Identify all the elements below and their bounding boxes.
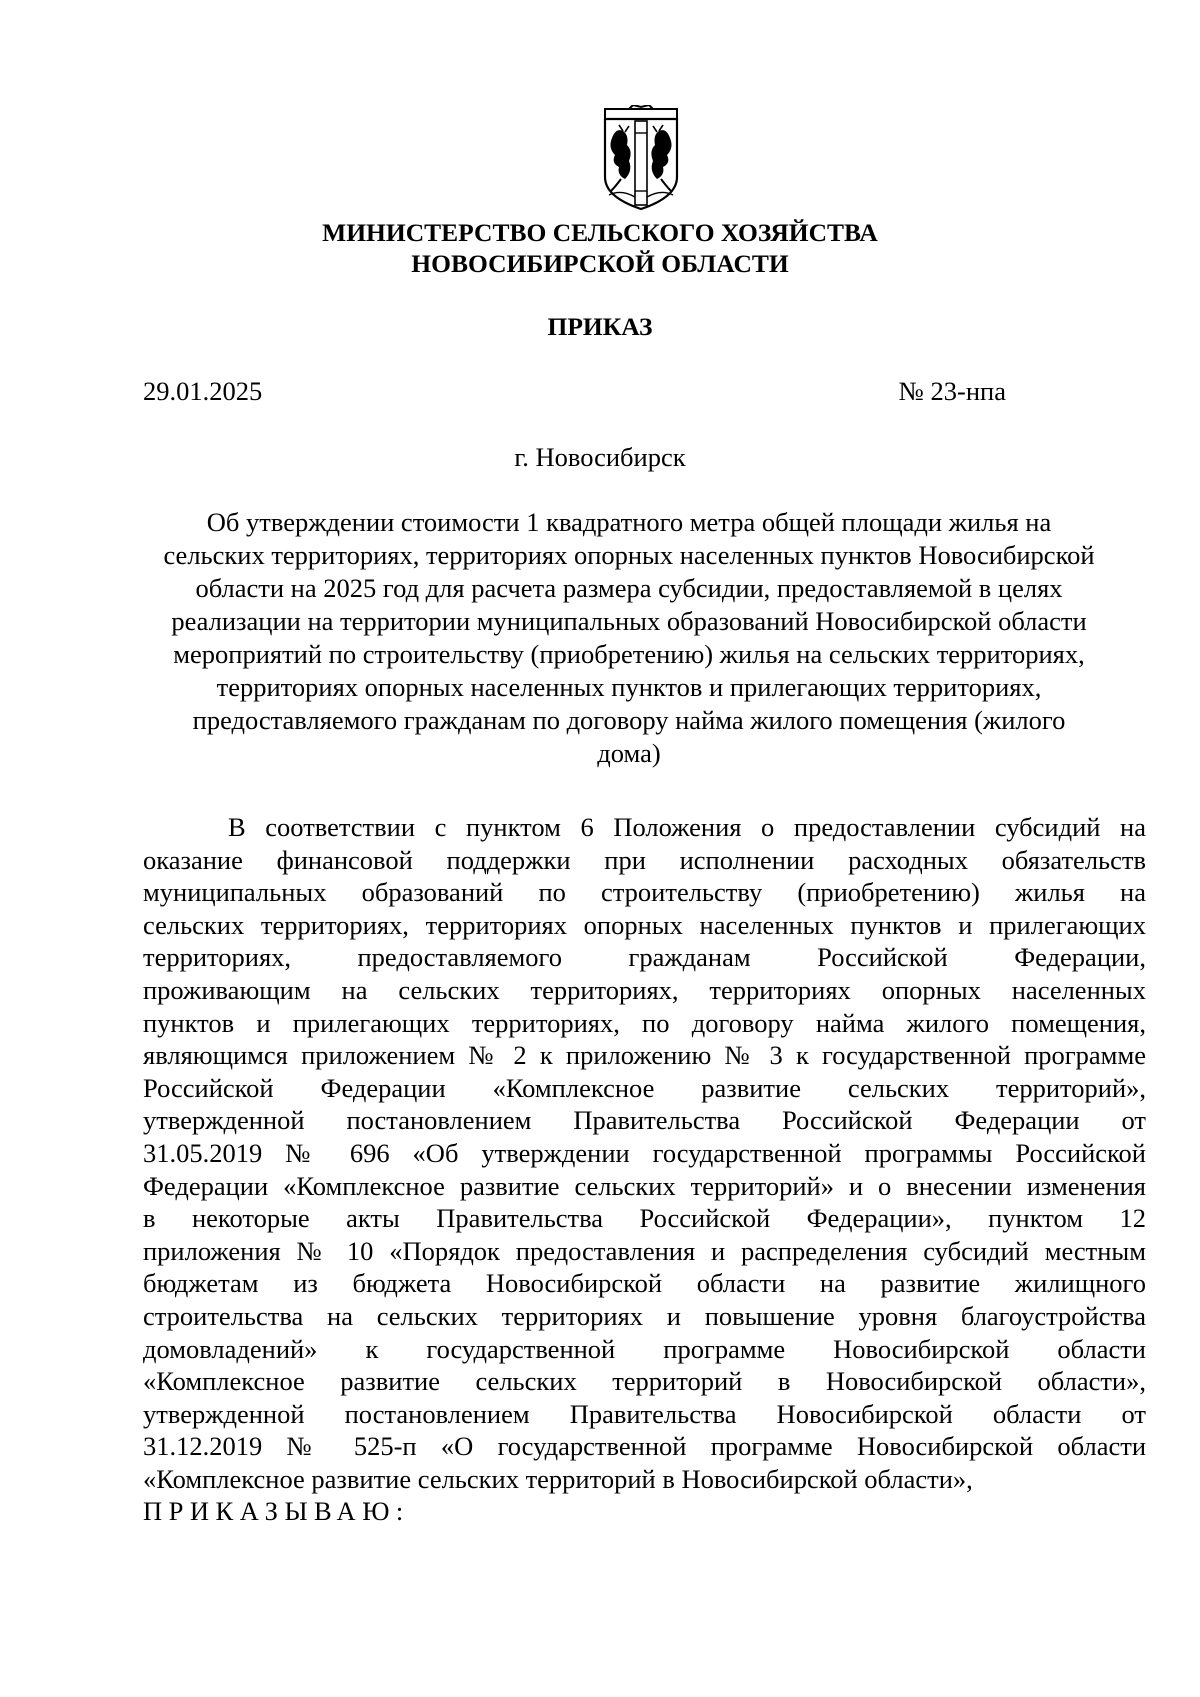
body-line: 31.12.2019 № 525-п «О государственной программе Новосибирской области	[143, 1431, 1146, 1462]
body-line: утвержденной постановлением Правительства Российской Федерации от	[143, 1105, 1146, 1136]
order-preamble	[143, 811, 1146, 1528]
subject-line: дома)	[597, 738, 661, 768]
subject-line: Об утверждении стоимости 1 квадратного метра общей площади жилья на	[206, 507, 1052, 537]
body-line: 31.05.2019 № 696 «Об утверждении государственной программы Российской	[143, 1137, 1146, 1168]
subject-line: предоставляемого гражданам по договору найма жилого помещения (жилого	[192, 705, 1066, 735]
body-line: Российской Федерации «Комплексное развитие сельских территорий»,	[143, 1072, 1146, 1103]
body-line: строительства на сельских территориях и повышение уровня благоустройства	[143, 1300, 1146, 1331]
ministry-name-line2: НОВОСИБИРСКОЙ ОБЛАСТИ	[411, 249, 789, 278]
body-line: «Комплексное развитие сельских территорий в Новосибирской области»,	[143, 1366, 1146, 1397]
body-line: домовладений» к государственной программе Новосибирской области	[143, 1333, 1146, 1364]
order-date: 29.01.2025	[143, 376, 263, 406]
ministry-name	[0, 217, 1200, 279]
body-line: приложения № 10 «Порядок предоставления и распределения субсидий местным	[143, 1235, 1146, 1266]
body-line: оказание финансовой поддержки при исполнении расходных обязательств	[143, 844, 1146, 875]
order-city: г. Новосибирск	[514, 442, 686, 472]
body-line: муниципальных образований по строительству (приобретению) жилья на	[143, 877, 1146, 908]
subject-line: области на 2025 год для расчета размера субсидии, предоставляемой в целях	[195, 573, 1063, 603]
order-subject	[143, 506, 1115, 770]
body-line: утвержденной постановлением Правительства Новосибирской области от	[143, 1398, 1146, 1429]
body-line: территориях, предоставляемого гражданам Российской Федерации,	[143, 942, 1146, 973]
body-line: Федерации «Комплексное развитие сельских территорий» и о внесении изменения	[143, 1170, 1146, 1201]
subject-line: территориях опорных населенных пунктов и прилегающих территориях,	[216, 672, 1042, 702]
body-line: «Комплексное развитие сельских территорий в Новосибирской области»,	[143, 1463, 973, 1494]
body-line: проживающим на сельских территориях, территориях опорных населенных	[143, 974, 1146, 1005]
order-command: ПРИКАЗЫВАЮ:	[143, 1496, 410, 1527]
order-number: № 23-нпа	[898, 376, 1006, 406]
body-line: пунктов и прилегающих территориях, по договору найма жилого помещения,	[143, 1007, 1146, 1038]
body-line: являющимся приложением № 2 к приложению № 3 к государственной программе	[143, 1040, 1146, 1071]
subject-line: сельских территориях, территориях опорных населенных пунктов Новосибирской	[163, 540, 1095, 570]
body-line: В соответствии с пунктом 6 Положения о предоставлении субсидий на	[228, 812, 1146, 842]
document-type: ПРИКАЗ	[547, 312, 653, 341]
body-line: бюджетам из бюджета Новосибирской области на развитие жилищного	[143, 1268, 1146, 1299]
subject-line: мероприятий по строительству (приобретению) жилья на сельских территориях,	[173, 639, 1085, 669]
body-line: в некоторые акты Правительства Российской Федерации», пунктом 12	[143, 1203, 1146, 1234]
subject-line: реализации на территории муниципальных образований Новосибирской области	[171, 606, 1087, 636]
body-line: сельских территориях, территориях опорных населенных пунктов и прилегающих	[143, 909, 1146, 940]
coat-of-arms-icon	[599, 105, 683, 211]
ministry-name-line1: МИНИСТЕРСТВО СЕЛЬСКОГО ХОЗЯЙСТВА	[322, 218, 878, 247]
